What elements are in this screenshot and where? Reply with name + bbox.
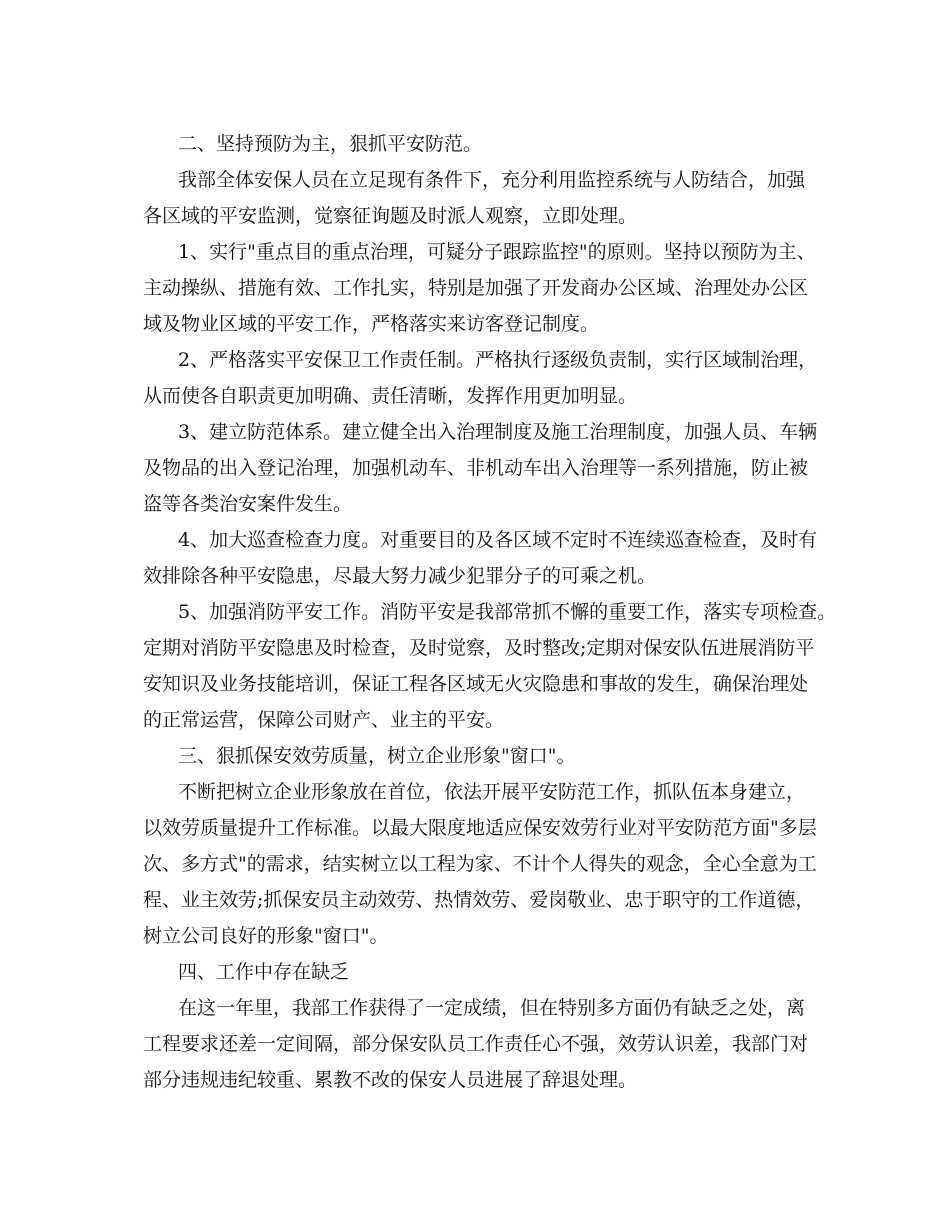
paragraph-line: 程、业主效劳;抓保安员主动效劳、热情效劳、爱岗敬业、忠于职守的工作道德，: [143, 889, 815, 911]
paragraph-line: 树立公司良好的形象"窗口"。: [143, 925, 389, 947]
paragraph-line: 及物品的出入登记治理，加强机动车、非机动车出入治理等一系列措施，防止被: [143, 457, 809, 479]
paragraph-line: 3、建立防范体系。建立健全出入治理制度及施工治理制度，加强人员、车辆: [178, 421, 818, 443]
paragraph-line: 部分违规违纪较重、累教不改的保安人员进展了辞退处理。: [143, 1069, 638, 1091]
heading-section-two: 二、坚持预防为主，狠抓平安防范。: [178, 133, 483, 155]
paragraph-line: 工程要求还差一定间隔，部分保安队员工作责任心不强，效劳认识差，我部门对: [143, 1033, 809, 1055]
paragraph-line: 从而使各自职责更加明确、责任清晰，发挥作用更加明显。: [143, 385, 638, 407]
paragraph-line: 域及物业区域的平安工作，严格落实来访客登记制度。: [143, 313, 600, 335]
paragraph-line: 在这一年里，我部工作获得了一定成绩，但在特别多方面仍有缺乏之处，离: [178, 997, 806, 1019]
paragraph-line: 安知识及业务技能培训，保证工程各区域无火灾隐患和事故的发生，确保治理处: [143, 673, 809, 695]
paragraph-line: 定期对消防平安隐患及时检查，及时觉察，及时整改;定期对保安队伍进展消防平: [143, 637, 815, 659]
paragraph-line: 5、加强消防平安工作。消防平安是我部常抓不懈的重要工作，落实专项检查。: [178, 601, 837, 623]
paragraph-line: 次、多方式"的需求，结实树立以工程为家、不计个人得失的观念，全心全意为工: [143, 853, 817, 875]
heading-section-four: 四、工作中存在缺乏: [178, 961, 350, 983]
paragraph-line: 4、加大巡查检查力度。对重要目的及各区域不定时不连续巡查检查，及时有: [178, 529, 818, 551]
paragraph-line: 2、严格落实平安保卫工作责任制。严格执行逐级负责制，实行区域制治理，: [178, 349, 818, 371]
paragraph-line: 各区域的平安监测，觉察征询题及时派人观察，立即处理。: [143, 205, 638, 227]
paragraph-line: 我部全体安保人员在立足现有条件下，充分利用监控系统与人防结合，加强: [178, 169, 806, 191]
paragraph-line: 不断把树立企业形象放在首位，依法开展平安防范工作，抓队伍本身建立，: [178, 781, 806, 803]
paragraph-line: 1、实行"重点目的重点治理，可疑分子跟踪监控"的原则。坚持以预防为主、: [178, 241, 816, 263]
paragraph-line: 的正常运营，保障公司财产、业主的平安。: [143, 709, 505, 731]
paragraph-line: 效排除各种平安隐患，尽最大努力减少犯罪分子的可乘之机。: [143, 565, 657, 587]
paragraph-line: 主动操纵、措施有效、工作扎实，特别是加强了开发商办公区域、治理处办公区: [143, 277, 809, 299]
heading-section-three: 三、狠抓保安效劳质量，树立企业形象"窗口"。: [178, 745, 576, 767]
paragraph-line: 盗等各类治安案件发生。: [143, 493, 353, 515]
paragraph-line: 以效劳质量提升工作标准。以最大限度地适应保安效劳行业对平安防范方面"多层: [143, 817, 817, 839]
